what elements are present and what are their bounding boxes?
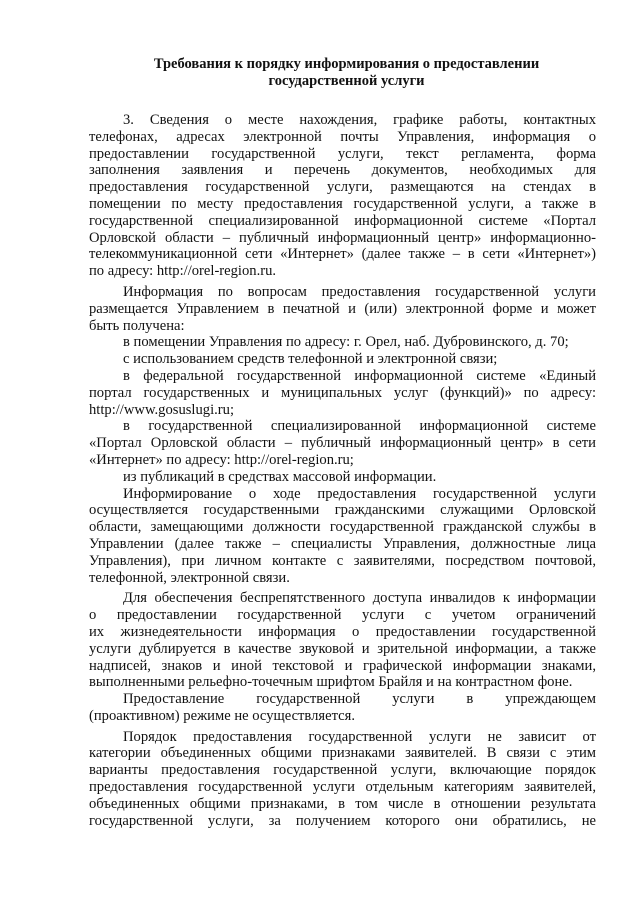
paragraph-p3 (89, 334, 596, 351)
text-line: Управления), при личном контакте с заявителями, посредством почтовой, (89, 552, 596, 569)
text-line: объединенных общими признаками, в том числе в отношении результата (89, 795, 596, 812)
text-line: предоставлении государственной услуги, текст регламента, форма (89, 145, 596, 162)
text-line: помещении по месту предоставления государственной услуги, а также в (89, 195, 596, 212)
text-line: о предоставлении государственной услуги с учетом ограничений (89, 607, 596, 624)
text-line: (проактивном) режиме не осуществляется. (89, 707, 355, 724)
paragraph-p1 (89, 112, 596, 280)
text-line: по адресу: http://orel-region.ru. (89, 263, 277, 280)
text-line: Управлении (далее также – специалисты Управления, должностные лица (89, 535, 596, 552)
paragraph-p6 (89, 418, 596, 468)
text-line: размещается Управлением в печатной и (или) электронной форме и может (89, 300, 596, 317)
title-line-1: Требования к порядку информирования о предоставлении (153, 56, 540, 72)
text-line: Орловской области – публичный информационный центр» информационно- (89, 229, 596, 246)
text-line: «Интернет» по адресу: http://orel-region.ru; (89, 451, 354, 468)
text-line: выполненными рельефно-точечным шрифтом Брайля и на контрастном фоне. (89, 674, 573, 691)
text-line: в государственной специализированной информационной системе (123, 418, 596, 435)
text-line: предоставления государственной услуги отдельным категориям заявителей, (89, 779, 596, 796)
text-line: Информация по вопросам предоставления государственной услуги (123, 283, 596, 300)
paragraph-p11 (89, 729, 596, 830)
paragraph-p8 (89, 486, 596, 587)
text-line: http://www.gosuslugi.ru; (89, 401, 234, 418)
text-line: их жизнедеятельности информация о предоставлении государственной (89, 623, 596, 640)
text-line: 3. Сведения о месте нахождения, графике работы, контактных (123, 112, 596, 128)
text-line: телекоммуникационной сети «Интернет» (далее также – в сети «Интернет») (89, 246, 596, 263)
title-line-2: государственной услуги (268, 73, 425, 89)
text-line: государственной услуги, за получением которого они обратились, не (89, 812, 596, 829)
page-title (89, 56, 596, 90)
text-line: услуги дублируется в качестве звуковой и зрительной информации, а также (89, 640, 596, 657)
text-line: портал государственных и муниципальных услуг (функций)» по адресу: (89, 384, 596, 401)
text-line: предоставления государственной услуги, размещаются на стендах в (89, 179, 596, 196)
text-line: «Портал Орловской области – публичный информационный центр» в сети (89, 435, 596, 452)
paragraph-p2 (89, 284, 596, 334)
text-line: области, замещающими должности государственной гражданской службы в (89, 519, 596, 536)
text-line: Для обеспечения беспрепятственного доступа инвалидов к информации (123, 590, 596, 607)
text-line: в помещении Управления по адресу: г. Орел, наб. Дубровинского, д. 70; (123, 334, 569, 351)
paragraph-p5 (89, 368, 596, 418)
text-line: варианты предоставления государственной услуги, включающие порядок (89, 762, 596, 779)
text-line: в федеральной государственной информационной системе «Единый (123, 367, 596, 384)
paragraph-p9 (89, 590, 596, 691)
text-line: Информирование о ходе предоставления государственной услуги (123, 485, 596, 502)
text-line: телефонной, электронной связи. (89, 569, 290, 586)
text-line: надписей, знаков и иной текстовой и графической информации знаками, (89, 657, 596, 674)
paragraph-p7 (89, 469, 596, 486)
text-line: заполнения заявления и перечень документов, необходимых для (89, 162, 596, 179)
text-line: Порядок предоставления государственной услуги не зависит от (123, 728, 596, 745)
text-line: из публикаций в средствах массовой информации. (123, 468, 437, 485)
text-line: осуществляется государственными гражданскими служащими Орловской (89, 502, 596, 519)
text-line: с использованием средств телефонной и электронной связи; (123, 351, 498, 368)
text-line: категории объединенных общими признаками заявителей. В связи с этим (89, 745, 596, 762)
text-line: быть получена: (89, 317, 185, 334)
text-line: Предоставление государственной услуги в упреждающем (123, 691, 596, 708)
paragraph-p4 (89, 351, 596, 368)
text-line: государственной специализированной информационной системе «Портал (89, 212, 596, 229)
document-body (89, 112, 596, 829)
text-line: телефонах, адресах электронной почты Управления, информация о (89, 128, 596, 145)
paragraph-p10 (89, 691, 596, 725)
